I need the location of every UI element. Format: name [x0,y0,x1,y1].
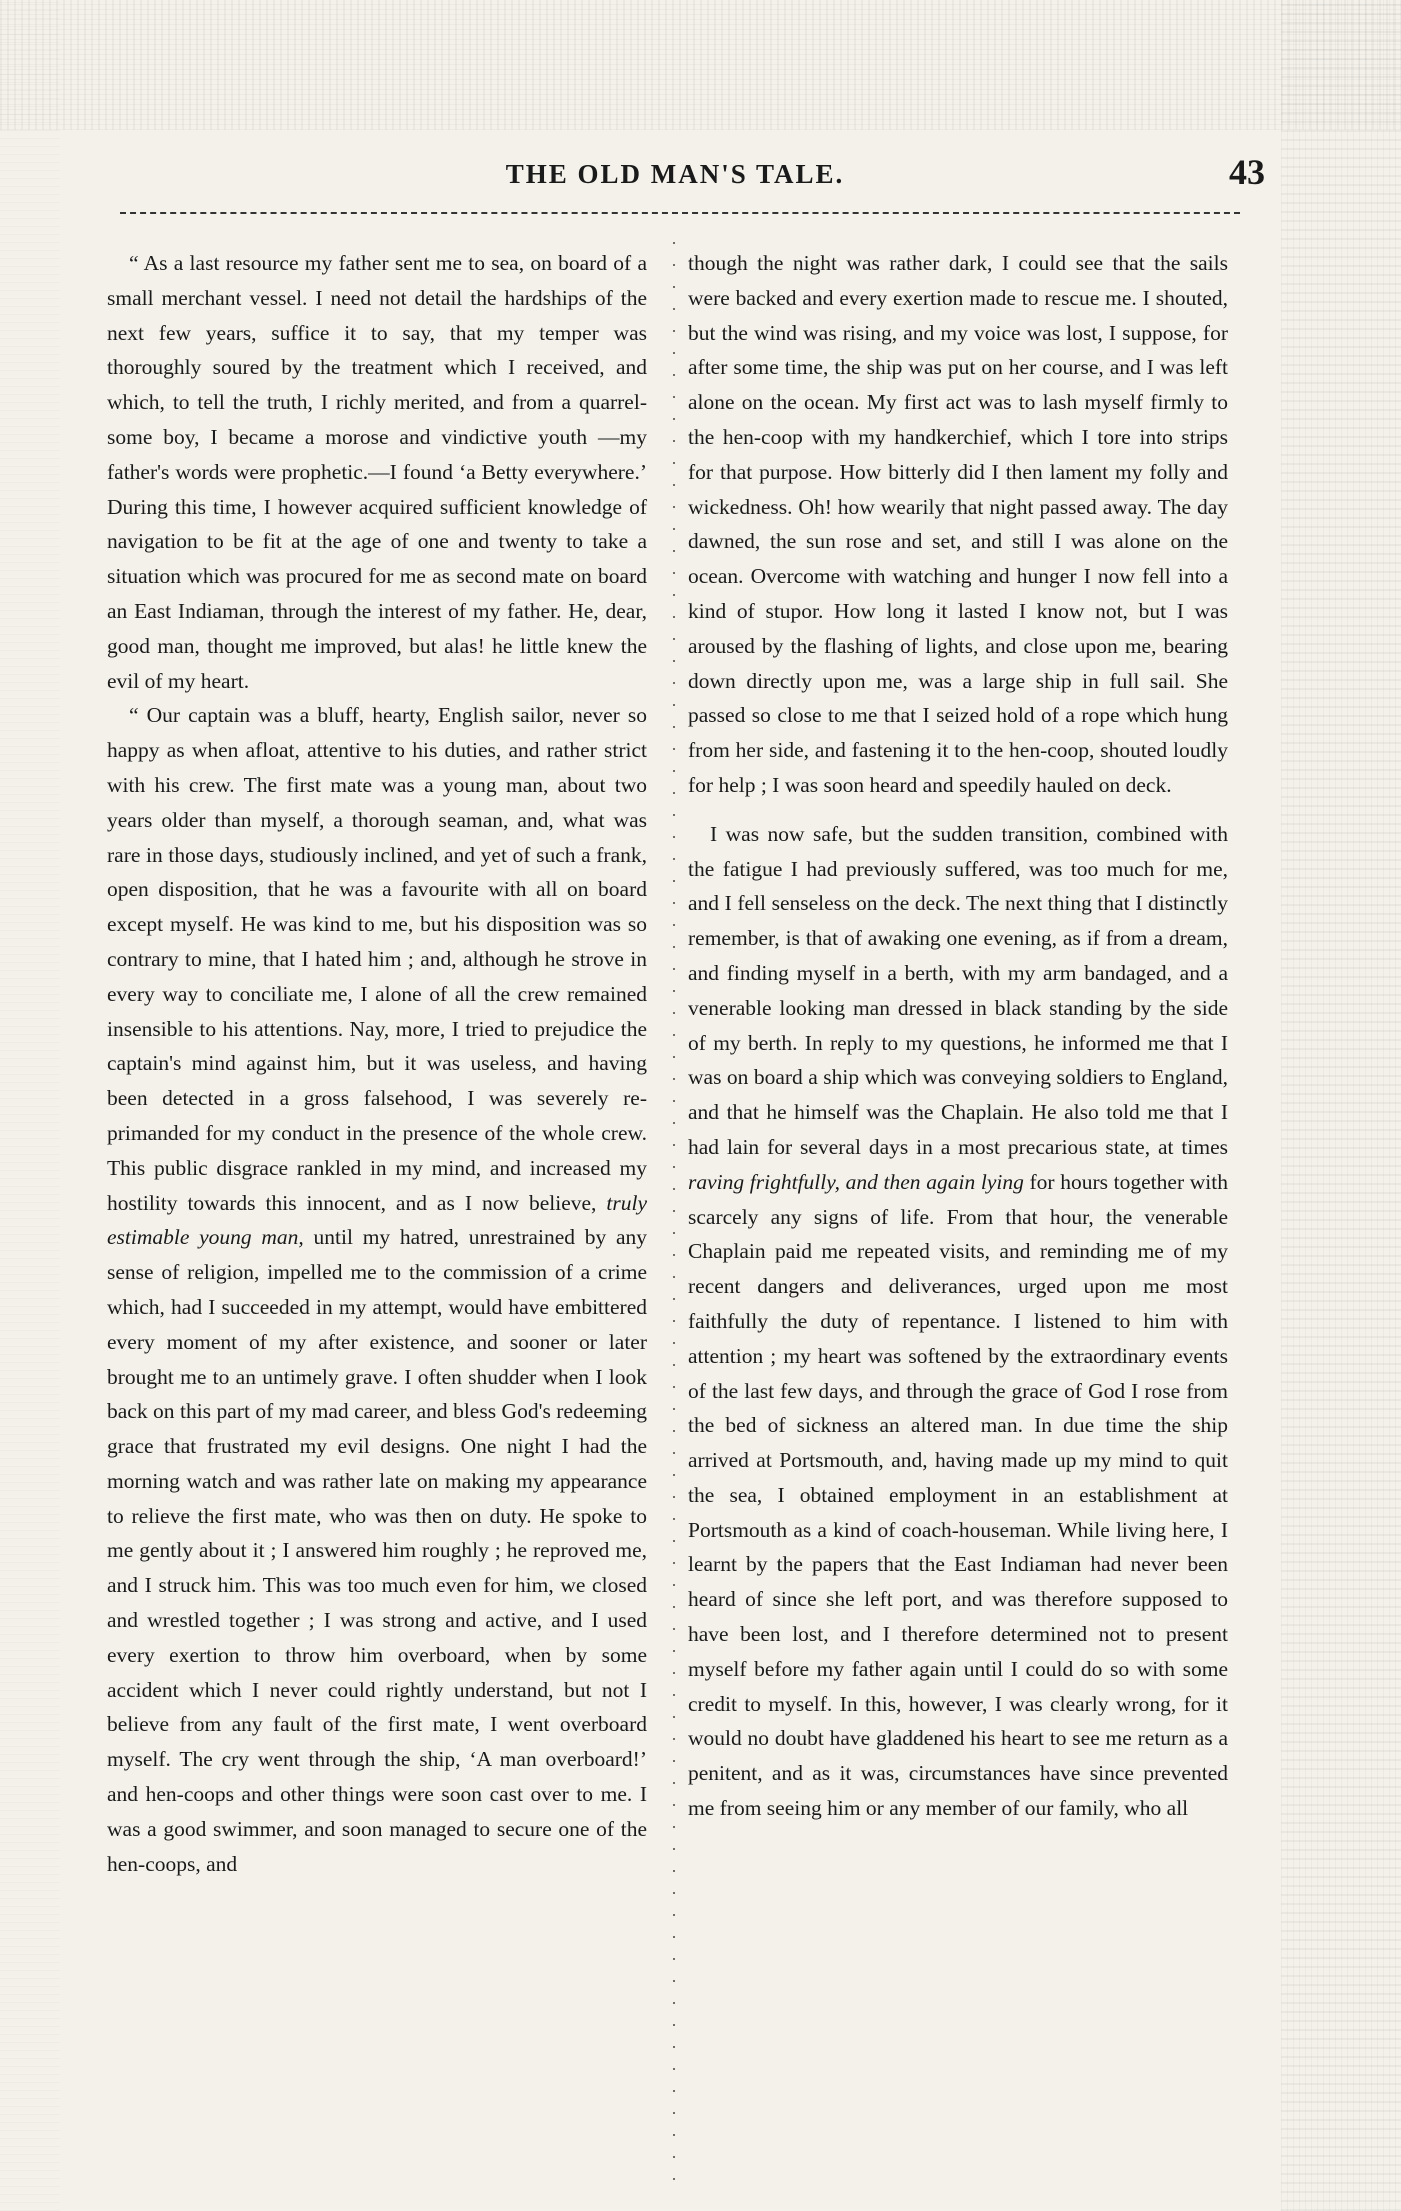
paragraph: “ As a last resource my father sent me to sea, on board of a small merchant vessel. I need not detail the hardships of the next few years, suffice it to say, that my temper was thoroughly soured by the treatment which I received, and which, to tell the truth, I richly merited, and from a quarrelsome boy, I became a morose and vindictive youth —my father's words were prophetic.—I found ‘a Betty everywhere.’ During this time, I however acquired sufficient knowledge of navigation to be fit at the age of one and twenty to take a situation which was procured for me as second mate on board an East Indiaman, through the interest of my father. He, dear, good man, thought me improved, but alas! he little knew the evil of my heart. [107,251,647,693]
running-title: THE OLD MAN'S TALE. [505,159,845,189]
paragraph-text: until my hatred, unrestrained by any sense of religion, impelled me to the commission of a crime which, had I succeeded in my attempt, would have embittered every moment of my after existence, and sooner or later brought me to an untimely grave. I often shudder when I look back on this part of my mad career, and bless God's redeeming grace that frustrated my evil designs. One night I had the morning watch and was rather late on making my appearance to relieve the first mate, who was then on duty. He spoke to me gently about it ; I answered him roughly ; he reproved me, and I struck him. This was too much even for him, we closed and wrestled together ; I was strong and active, and I used every exertion to throw him overboard, when by some accident which I never could rightly understand, but not I believe from any fault of the first mate, I went overboard myself. The cry went through the ship, ‘A man overboard!’ and hen-coops and other things were soon cast over to me. I was a good swimmer, and soon managed to secure one of the hen-coops, and [107,1225,647,1876]
paragraph [688,817,1228,1826]
scan-noise-right [1281,0,1401,2211]
right-column [688,246,1228,1826]
paragraph [107,698,647,1881]
left-column [107,246,647,1881]
page-header [100,152,1265,205]
paragraph: though the night was rather dark, I could see that the sails were backed and every exertion made to rescue me. I shouted, but the wind was rising, and my voice was lost, I suppose, for after some time, the ship was put on her course, and I was left alone on the ocean. My first act was to lash myself firmly to the hen-coop with my handkerchief, which I tore into strips for that purpose. How bitterly did I then lament my folly and wickedness. Oh! how wearily that night passed away. The day dawned, the sun rose and set, and still I was alone on the ocean. Overcome with watching and hunger I now fell into a kind of stupor. How long it lasted I know not, but I was aroused by the flashing of lights, and close upon me, bearing down directly upon me, was a large ship in full sail. She passed so close to me that I seized hold of a rope which hung from her side, and fastening it to the hen-coop, shouted loudly for help ; I was soon heard and speedily hauled on deck. [688,251,1228,797]
scan-noise-left [0,0,60,2211]
paragraph-text: I was now safe, but the sudden transition, combined with the fatigue I had previously suffered, was too much for me, and I fell senseless on the deck. The next thing that I distinctly remember, is that of awaking one evening, as if from a dream, and finding myself in a berth, with my arm bandaged, and a venerable looking man dressed in black standing by the side of my berth. In reply to my questions, he informed me that I was on board a ship which was conveying soldiers to England, and that he himself was the Chaplain. He also told me that I had lain for several days in a most precarious state, at times [688,821,1228,1159]
scan-noise-top [0,0,1401,130]
page-number: 43 [1229,152,1265,192]
column-divider [668,240,680,2190]
italic-text: truly estimable young man, [107,1190,647,1250]
italic-text: raving frightfully, and then again lying [688,1169,1024,1194]
paragraph-text: for hours together with scarcely any signs of life. From that hour, the venerable Chaplain paid me repeated visits, and reminding me of my recent dangers and deliverances, urged upon me most faithfully the duty of repentance. I listened to him with attention ; my heart was softened by the extraordinary events of the last few days, and through the grace of God I rose from the bed of sickness an altered man. In due time the ship arrived at Portsmouth, and, having made up my mind to quit the sea, I obtained employment in an establishment at Portsmouth as a kind of coach-houseman. While living here, I learnt by the papers that the East Indiaman had never been heard of since she left port, and was therefore supposed to have been lost, and I therefore determined not to present myself before my father again until I could do so with some credit to myself. In this, however, I was clearly wrong, for it would no doubt have gladdened his heart to see me return as a penitent, and as it was, circumstances have since prevented me from seeing him or any member of our family, who all [688,1169,1228,1821]
header-rule [120,212,1240,214]
paragraph-text: “ Our captain was a bluff, hearty, English sailor, never so happy as when afloat, attentive to his duties, and rather strict with his crew. The first mate was a young man, about two years older than myself, a thorough seaman, and, what was rare in those days, studiously inclined, and yet of such a frank, open disposition, that he was a favourite with all on board except myself. He was kind to me, but his disposition was so contrary to mine, that I hated him ; and, although he strove in every way to conciliate me, I alone of all the crew remained insensible to his attentions. Nay, more, I tried to prejudice the captain's mind against him, but it was useless, and having been detected in a gross falsehood, I was severely reprimanded for my conduct in the presence of the whole crew. This public disgrace rankled in my mind, and increased my hostility towards this innocent, and as I now believe, [107,703,647,1215]
